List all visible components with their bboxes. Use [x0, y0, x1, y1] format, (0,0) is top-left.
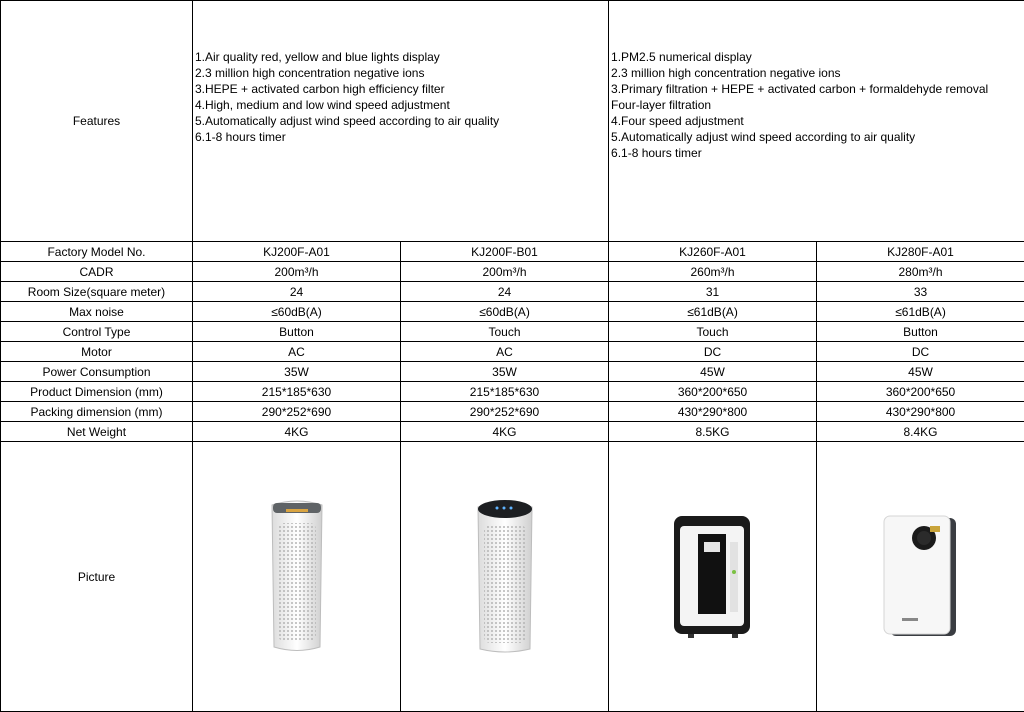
picture-cell [401, 442, 609, 712]
row-label: Control Type [1, 322, 193, 342]
cell-value: Touch [401, 322, 609, 342]
features-label: Features [1, 1, 193, 242]
cell-value: 290*252*690 [401, 402, 609, 422]
cell-value: ≤61dB(A) [817, 302, 1024, 322]
feature-line: 5.Automatically adjust wind speed according to air quality [611, 129, 1024, 145]
cell-value: 31 [609, 282, 817, 302]
spec-row-model [1, 242, 1024, 262]
cell-value: 4KG [401, 422, 609, 442]
cell-value: ≤61dB(A) [609, 302, 817, 322]
cell-value: Button [193, 322, 401, 342]
picture-cell [609, 442, 817, 712]
cell-value: 430*290*800 [817, 402, 1024, 422]
row-label: Product Dimension (mm) [1, 382, 193, 402]
cell-value: 280m³/h [817, 262, 1024, 282]
row-label: Max noise [1, 302, 193, 322]
spec-row-noise [1, 302, 1024, 322]
row-label: Net Weight [1, 422, 193, 442]
features-group2 [609, 1, 1024, 242]
cell-value: 215*185*630 [193, 382, 401, 402]
cell-value: 360*200*650 [609, 382, 817, 402]
cell-value: DC [817, 342, 1024, 362]
cell-value: 33 [817, 282, 1024, 302]
cell-value: 200m³/h [193, 262, 401, 282]
cell-value: KJ280F-A01 [817, 242, 1024, 262]
row-label: CADR [1, 262, 193, 282]
cell-value: AC [401, 342, 609, 362]
spec-row-net-weight [1, 422, 1024, 442]
feature-line: 1.PM2.5 numerical display [611, 49, 1024, 65]
cell-value: KJ200F-A01 [193, 242, 401, 262]
spec-row-motor [1, 342, 1024, 362]
cell-value: 35W [193, 362, 401, 382]
features-row [1, 1, 1024, 242]
cell-value: 45W [817, 362, 1024, 382]
feature-line: 5.Automatically adjust wind speed according to air quality [195, 113, 608, 129]
cell-value: KJ260F-A01 [609, 242, 817, 262]
cell-value: 430*290*800 [609, 402, 817, 422]
tower-air-purifier-button-image [262, 497, 332, 657]
cell-value: DC [609, 342, 817, 362]
feature-line: Four-layer filtration [611, 97, 1024, 113]
tower-air-purifier-touch-image [470, 497, 540, 657]
spec-row-cadr [1, 262, 1024, 282]
row-label: Packing dimension (mm) [1, 402, 193, 422]
row-label: Factory Model No. [1, 242, 193, 262]
cell-value: ≤60dB(A) [401, 302, 609, 322]
feature-line: 6.1-8 hours timer [611, 145, 1024, 161]
cell-value: Button [817, 322, 1024, 342]
spec-row-power [1, 362, 1024, 382]
cell-value: 45W [609, 362, 817, 382]
feature-line: 1.Air quality red, yellow and blue lights display [195, 49, 608, 65]
cell-value: 24 [401, 282, 609, 302]
row-label: Motor [1, 342, 193, 362]
spec-row-packing-dimension [1, 402, 1024, 422]
spec-row-room-size [1, 282, 1024, 302]
cell-value: 4KG [193, 422, 401, 442]
row-label: Power Consumption [1, 362, 193, 382]
row-label: Room Size(square meter) [1, 282, 193, 302]
feature-line: 4.High, medium and low wind speed adjustment [195, 97, 608, 113]
features-group1 [193, 1, 609, 242]
feature-line: 4.Four speed adjustment [611, 113, 1024, 129]
black-white-air-purifier-image [668, 512, 758, 642]
feature-line: 3.Primary filtration + HEPE + activated carbon + formaldehyde removal [611, 81, 1024, 97]
cell-value: 360*200*650 [817, 382, 1024, 402]
feature-line: 2.3 million high concentration negative ions [195, 65, 608, 81]
spec-row-product-dimension [1, 382, 1024, 402]
cell-value: 8.5KG [609, 422, 817, 442]
cell-value: 35W [401, 362, 609, 382]
spec-row-control-type [1, 322, 1024, 342]
white-round-display-air-purifier-image [876, 512, 966, 642]
picture-label: Picture [1, 442, 193, 712]
cell-value: 215*185*630 [401, 382, 609, 402]
feature-line: 6.1-8 hours timer [195, 129, 608, 145]
feature-line: 2.3 million high concentration negative ions [611, 65, 1024, 81]
cell-value: KJ200F-B01 [401, 242, 609, 262]
cell-value: 260m³/h [609, 262, 817, 282]
cell-value: 8.4KG [817, 422, 1024, 442]
cell-value: ≤60dB(A) [193, 302, 401, 322]
cell-value: AC [193, 342, 401, 362]
cell-value: 200m³/h [401, 262, 609, 282]
feature-line: 3.HEPE + activated carbon high efficiency filter [195, 81, 608, 97]
picture-row [1, 442, 1024, 712]
picture-cell [817, 442, 1024, 712]
cell-value: 24 [193, 282, 401, 302]
picture-cell [193, 442, 401, 712]
cell-value: 290*252*690 [193, 402, 401, 422]
cell-value: Touch [609, 322, 817, 342]
